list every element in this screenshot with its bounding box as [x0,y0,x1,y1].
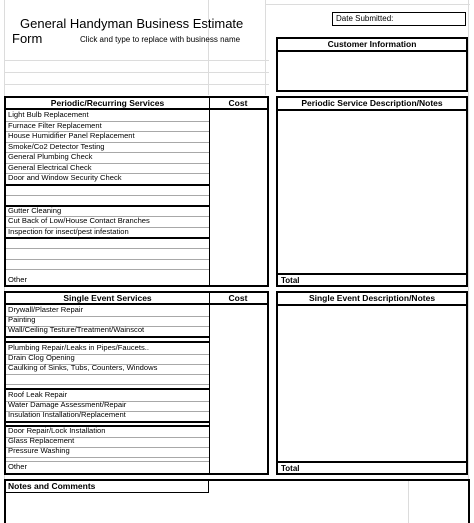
periodic-services-list [6,110,209,285]
notes-comments-box[interactable] [4,479,470,523]
customer-info-title: Customer Information [278,39,466,52]
page-title: General Handyman Business Estimate [20,16,244,31]
periodic-notes-box[interactable] [276,96,468,287]
single-services-header: Single Event Services [6,293,209,305]
periodic-cost-header: Cost [209,98,267,110]
periodic-item-other[interactable]: Other [8,274,27,284]
single-cost-column[interactable] [210,305,267,473]
periodic-item[interactable]: Gutter Cleaning [6,206,209,218]
grid-line [208,0,209,95]
customer-info-box[interactable] [276,37,468,92]
single-notes-header: Single Event Description/Notes [278,293,466,306]
single-item-other[interactable]: Other [8,462,27,471]
single-item[interactable]: Insulation Installation/Replacement [6,410,209,423]
single-item[interactable] [6,383,209,390]
single-item[interactable]: Door Repair/Lock Installation [6,426,209,438]
grid-line [4,72,269,73]
periodic-services-table [4,96,269,287]
periodic-item[interactable]: Cut Back of Low/House Contact Branches [6,216,209,228]
single-services-list [6,305,209,473]
periodic-item[interactable]: General Electrical Check [6,163,209,175]
single-item[interactable]: Caulking of Sinks, Tubs, Counters, Windows [6,363,209,375]
single-item[interactable]: Pressure Washing [6,446,209,458]
single-item[interactable]: Glass Replacement [6,436,209,448]
single-item[interactable]: Drain Clog Opening [6,353,209,365]
periodic-item[interactable]: Furnace Filter Replacement [6,121,209,133]
periodic-item[interactable]: Smoke/Co2 Detector Testing [6,142,209,154]
page-title-line2: Form [12,31,43,46]
periodic-item[interactable]: Light Bulb Replacement [6,110,209,122]
periodic-item[interactable]: Inspection for insect/pest infestation [6,227,209,240]
single-item[interactable]: Roof Leak Repair [6,390,209,402]
notes-comments-title: Notes and Comments [6,481,209,493]
single-services-table [4,291,269,475]
periodic-cost-column[interactable] [210,110,267,285]
single-item[interactable] [6,336,209,343]
grid-line [265,0,266,95]
periodic-services-header: Periodic/Recurring Services [6,98,209,110]
periodic-item[interactable]: General Plumbing Check [6,152,209,164]
single-total: Total [278,461,466,473]
single-item[interactable]: Painting [6,315,209,327]
single-cost-header: Cost [209,293,267,305]
single-item[interactable]: Plumbing Repair/Leaks in Pipes/Faucets.. [6,343,209,355]
grid-line [468,0,469,523]
date-submitted-field[interactable] [332,12,466,26]
single-item[interactable]: Water Damage Assessment/Repair [6,400,209,412]
business-name-placeholder[interactable]: Click and type to replace with business name [80,35,241,44]
single-item[interactable]: Wall/Ceiling Testure/Treatment/Wainscot [6,325,209,338]
single-item[interactable]: Drywall/Plaster Repair [6,305,209,317]
grid-line [4,60,269,61]
periodic-notes-header: Periodic Service Description/Notes [278,98,466,111]
periodic-item[interactable]: House Humidifier Panel Replacement [6,131,209,143]
grid-line [265,4,470,5]
date-label: Date Submitted: [336,14,394,23]
periodic-total: Total [278,273,466,285]
single-notes-box[interactable] [276,291,468,475]
periodic-item[interactable]: Door and Window Security Check [6,173,209,186]
grid-line [4,84,269,85]
